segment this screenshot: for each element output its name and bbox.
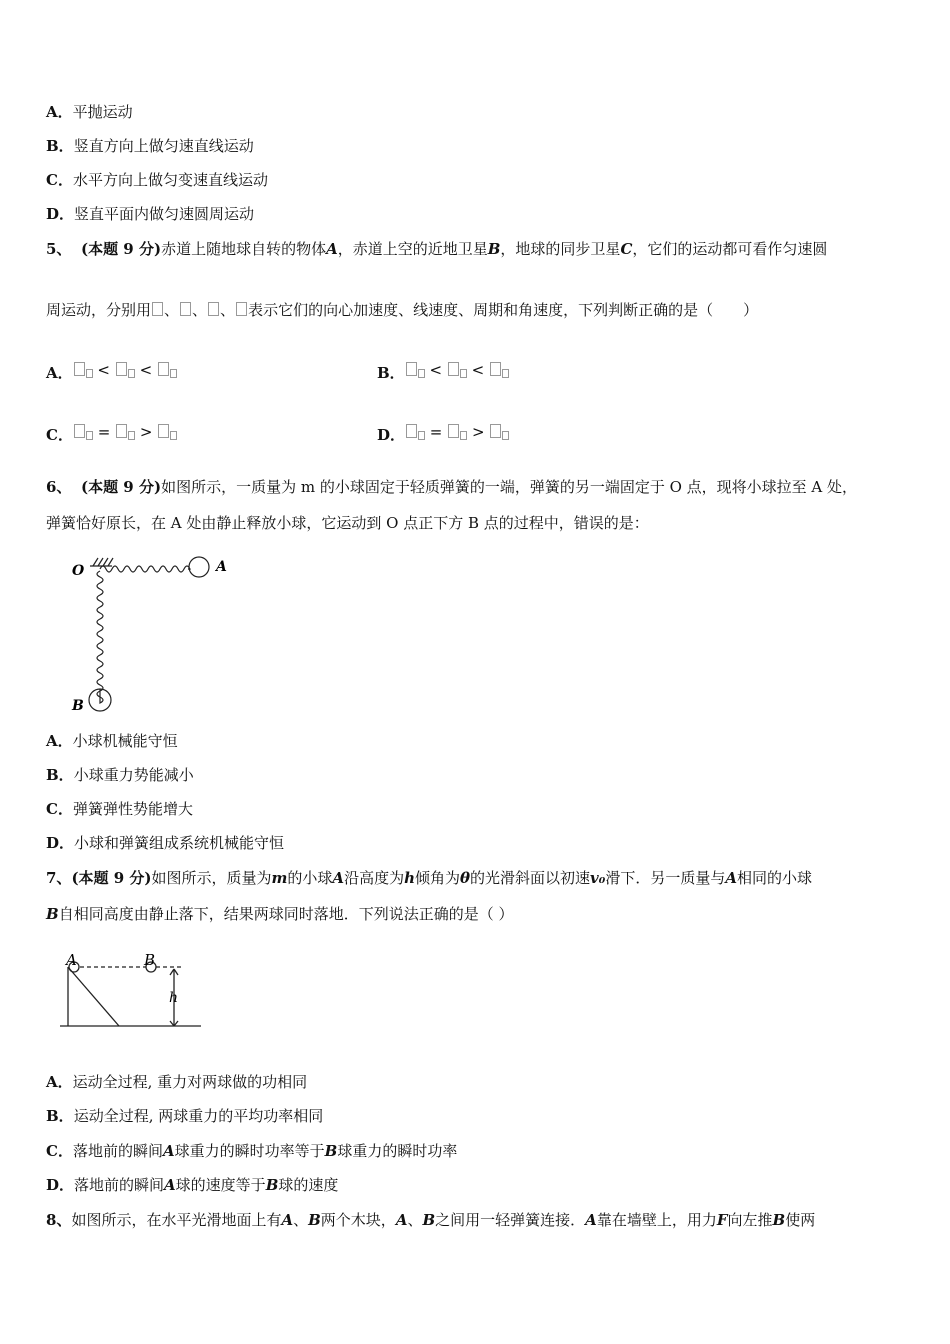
q6-option-a: A．小球机械能守恒	[46, 732, 178, 750]
q6-stem-line1: 6、 (本题 9 分)如图所示，一质量为 m 的小球固定于轻质弹簧的一端，弹簧的另一端固定于 O 点，现将小球拉至 A 处，	[46, 478, 858, 496]
label-o: O	[72, 563, 85, 579]
q5-option-d: D． = >	[377, 425, 509, 445]
q6-stem-line2: 弹簧恰好原长，在 A 处由静止释放小球，它运动到 O 点正下方 B 点的过程中，错误的是：	[46, 514, 649, 532]
q7-option-d: D．落地前的瞬间A球的速度等于B球的速度	[46, 1176, 339, 1194]
label-b: B	[72, 698, 84, 714]
q6-option-c: C．弹簧弹性势能增大	[46, 800, 193, 818]
q7-option-a: A．运动全过程, 重力对两球做的功相同	[46, 1073, 308, 1091]
q7-option-b: B．运动全过程, 两球重力的平均功率相同	[46, 1107, 324, 1125]
q7-incline-figure	[56, 945, 206, 1030]
symbol-t-placeholder-icon	[208, 302, 219, 316]
q4-option-b: B．竖直方向上做匀速直线运动	[46, 137, 254, 155]
q6-option-d: D．小球和弹簧组成系统机械能守恒	[46, 834, 285, 852]
label-b: B	[144, 951, 156, 969]
q7-stem-line1: 7、(本题 9 分)如图所示，质量为m的小球A沿高度为h倾角为θ的光滑斜面以初速v₀滑下．另一质量与A相同的小球	[46, 869, 812, 887]
symbol-a-placeholder-icon	[152, 302, 163, 316]
q4-option-c: C．水平方向上做匀变速直线运动	[46, 171, 268, 189]
symbol-omega-placeholder-icon	[236, 302, 247, 316]
q5-option-b: B． < <	[377, 363, 509, 383]
label-a: A	[66, 951, 77, 969]
q5-option-c: C． = >	[46, 425, 177, 445]
q5-stem-line1: 5、 (本题 9 分)赤道上随地球自转的物体A，赤道上空的近地卫星B，地球的同步卫星C，它们的运动都可看作匀速圆	[46, 240, 828, 258]
label-h: h	[169, 990, 179, 1006]
q7-stem-line2: B自相同高度由静止落下，结果两球同时落地．下列说法正确的是（ ）	[46, 905, 514, 923]
q8-stem-line1: 8、如图所示，在水平光滑地面上有A、B两个木块，A、B之间用一轻弹簧连接．A靠在墙壁上，用力F向左推B使两	[46, 1211, 816, 1229]
label-a: A	[216, 559, 227, 575]
q6-spring-figure	[66, 553, 236, 718]
q5-stem-line2: 周运动，分别用 、 、 、 表示它们的向心加速度、线速度、周期和角速度，下列判断正确的是（ ）	[46, 301, 759, 319]
q4-option-a: A．平抛运动	[46, 103, 133, 121]
q4-option-d: D．竖直平面内做匀速圆周运动	[46, 205, 255, 223]
q6-option-b: B．小球重力势能减小	[46, 766, 194, 784]
q5-option-a: A． < <	[46, 363, 177, 383]
symbol-v-placeholder-icon	[180, 302, 191, 316]
q7-option-c: C．落地前的瞬间A球重力的瞬时功率等于B球重力的瞬时功率	[46, 1142, 458, 1160]
